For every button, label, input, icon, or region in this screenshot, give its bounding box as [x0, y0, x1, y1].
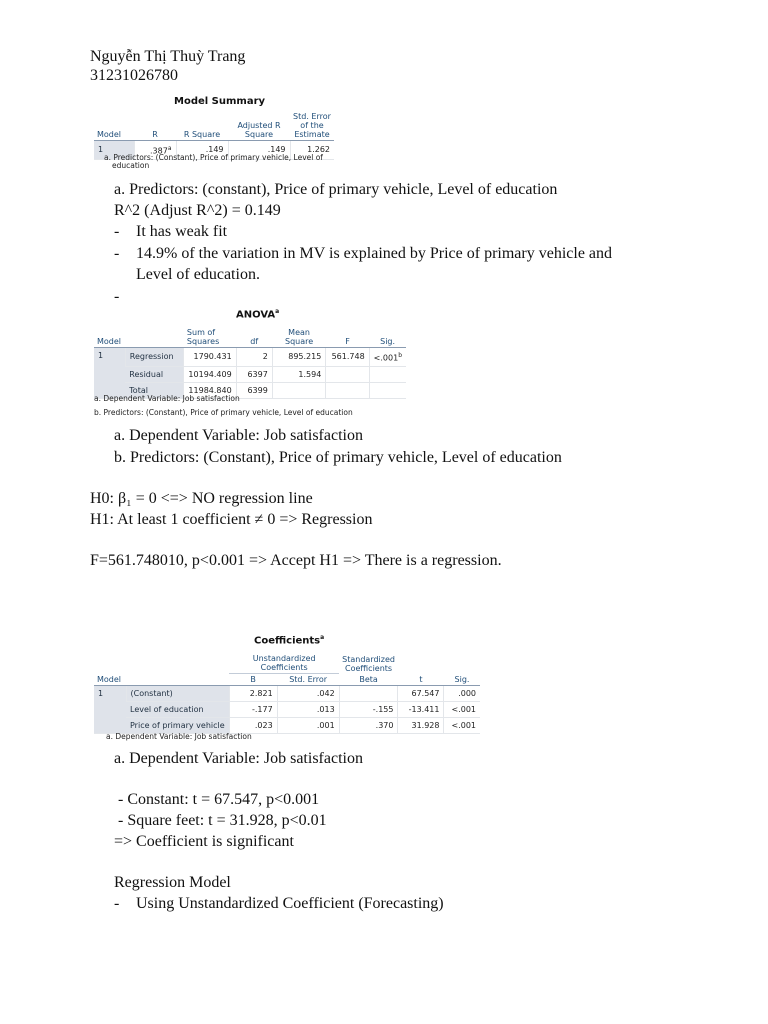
cell-ss: 11984.840	[184, 382, 236, 398]
note-weak-fit: It has weak fit	[136, 223, 228, 240]
col-model: Model	[94, 674, 126, 686]
cell-b: 2.821	[229, 686, 277, 702]
cell-ss: 1790.431	[184, 348, 236, 367]
col-r-square: R Square	[176, 111, 228, 141]
cell-f	[326, 382, 369, 398]
cell-beta: -.155	[339, 702, 398, 718]
row-label: Price of primary vehicle	[126, 718, 229, 734]
hypothesis-h0: H0: β₁ = 0 <=> NO regression line	[90, 490, 313, 507]
model-summary-table	[94, 95, 336, 175]
cell-r-square: .149	[176, 141, 228, 160]
author-name: Nguyễn Thị Thuỳ Trang	[90, 48, 246, 65]
note-dependent-coef: a. Dependent Variable: Job satisfaction	[114, 750, 363, 767]
col-model: Model	[94, 111, 134, 141]
cell-sig: <.001	[444, 702, 480, 718]
cell-sig	[369, 382, 406, 398]
row-label: Residual	[125, 366, 184, 382]
col-f: F	[326, 327, 369, 348]
note-forecasting: Using Unstandardized Coefficient (Forecasting)	[136, 895, 444, 912]
col-r: R	[134, 111, 176, 141]
table-row	[94, 686, 480, 702]
col-sig: Sig.	[444, 674, 480, 686]
cell-sig: <.001$^b$	[369, 348, 406, 367]
col-model: Model	[94, 327, 125, 348]
cell-sig: <.001	[444, 718, 480, 734]
cell-t: -13.411	[398, 702, 444, 718]
cell-se: .013	[277, 702, 339, 718]
table-row	[94, 366, 406, 382]
student-id: 31231026780	[90, 67, 178, 84]
anova-footnote-a: a. Dependent Variable: Job satisfaction	[94, 394, 240, 403]
col-b: B	[229, 674, 277, 686]
note-significant: => Coefficient is significant	[114, 833, 294, 850]
note-constant-t: - Constant: t = 67.547, p<0.001	[114, 791, 320, 808]
note-predictors: a. Predictors: (constant), Price of primary vehicle, Level of education	[114, 181, 558, 198]
cell-model: 1	[94, 141, 134, 160]
cell-ms	[272, 382, 326, 398]
cell-df: 6399	[236, 382, 272, 398]
bullet-dash-empty: -	[114, 288, 120, 305]
hypothesis-h1: H1: At least 1 coefficient ≠ 0 => Regression	[90, 511, 373, 528]
cell-ss: 10194.409	[184, 366, 236, 382]
cell-adj-r-square: .149	[228, 141, 290, 160]
col-df: df	[236, 327, 272, 348]
anova-title: ANOVA$^a$	[236, 308, 280, 321]
cell-sig: .000	[444, 686, 480, 702]
col-t: t	[398, 674, 444, 686]
f-test-result: F=561.748010, p<0.001 => Accept H1 => There is a regression.	[90, 552, 502, 569]
model-summary-title: Model Summary	[174, 96, 266, 107]
cell-f	[326, 366, 369, 382]
row-label: (Constant)	[126, 686, 229, 702]
col-group-standardized: Standardized Coefficients	[342, 654, 395, 673]
col-std-error: Std. Error of the Estimate	[290, 111, 334, 141]
cell-r: .387$^a$	[134, 141, 176, 160]
coefficients-table	[94, 633, 486, 745]
cell-t: 67.547	[398, 686, 444, 702]
col-label	[125, 327, 184, 348]
regression-model-heading: Regression Model	[114, 874, 231, 891]
col-group-unstandardized: Unstandardized Coefficients	[229, 653, 339, 674]
cell-model: 1	[94, 348, 125, 399]
cell-se: .042	[277, 686, 339, 702]
cell-sig	[369, 366, 406, 382]
table-row	[94, 702, 480, 718]
row-label: Regression	[125, 348, 184, 367]
cell-t: 31.928	[398, 718, 444, 734]
anova-footnote-b: b. Predictors: (Constant), Price of primary vehicle, Level of education	[94, 408, 353, 417]
bullet-dash: -	[114, 245, 120, 262]
cell-std-error: 1.262	[290, 141, 334, 160]
bullet-dash: -	[114, 223, 120, 240]
cell-beta	[339, 686, 398, 702]
cell-f: 561.748	[326, 348, 369, 367]
col-label	[126, 674, 229, 686]
cell-ms: 1.594	[272, 366, 326, 382]
note-variation-2: Level of education.	[136, 266, 260, 283]
coefficients-title: Coefficients$^a$	[254, 634, 325, 647]
cell-se: .001	[277, 718, 339, 734]
cell-b: .023	[229, 718, 277, 734]
col-sum-squares: Sum of Squares	[184, 327, 236, 348]
note-square-feet-t: - Square feet: t = 31.928, p<0.01	[114, 812, 327, 829]
col-adj-r-square: Adjusted R Square	[228, 111, 290, 141]
model-summary-footnote-2: education	[112, 161, 150, 170]
col-sig: Sig.	[369, 327, 406, 348]
anova-table	[94, 307, 414, 419]
note-r2: R^2 (Adjust R^2) = 0.149	[114, 202, 281, 219]
cell-ms: 895.215	[272, 348, 326, 367]
note-predictors-b: b. Predictors: (Constant), Price of primary vehicle, Level of education	[114, 449, 562, 466]
row-label: Level of education	[126, 702, 229, 718]
table-row	[94, 348, 406, 367]
row-label: Total	[125, 382, 184, 398]
col-std-error: Std. Error	[277, 674, 339, 686]
model-summary-footnote-1: a. Predictors: (Constant), Price of primary vehicle, Level of	[104, 153, 323, 162]
cell-df: 2	[236, 348, 272, 367]
note-dependent: a. Dependent Variable: Job satisfaction	[114, 427, 363, 444]
bullet-dash: -	[114, 895, 120, 912]
col-mean-square: Mean Square	[272, 327, 326, 348]
cell-df: 6397	[236, 366, 272, 382]
note-variation-1: 14.9% of the variation in MV is explained by Price of primary vehicle and	[136, 245, 613, 262]
col-beta: Beta	[339, 674, 398, 686]
cell-model: 1	[94, 686, 126, 734]
coefficients-footnote: a. Dependent Variable: Job satisfaction	[106, 732, 252, 741]
cell-b: -.177	[229, 702, 277, 718]
cell-beta: .370	[339, 718, 398, 734]
